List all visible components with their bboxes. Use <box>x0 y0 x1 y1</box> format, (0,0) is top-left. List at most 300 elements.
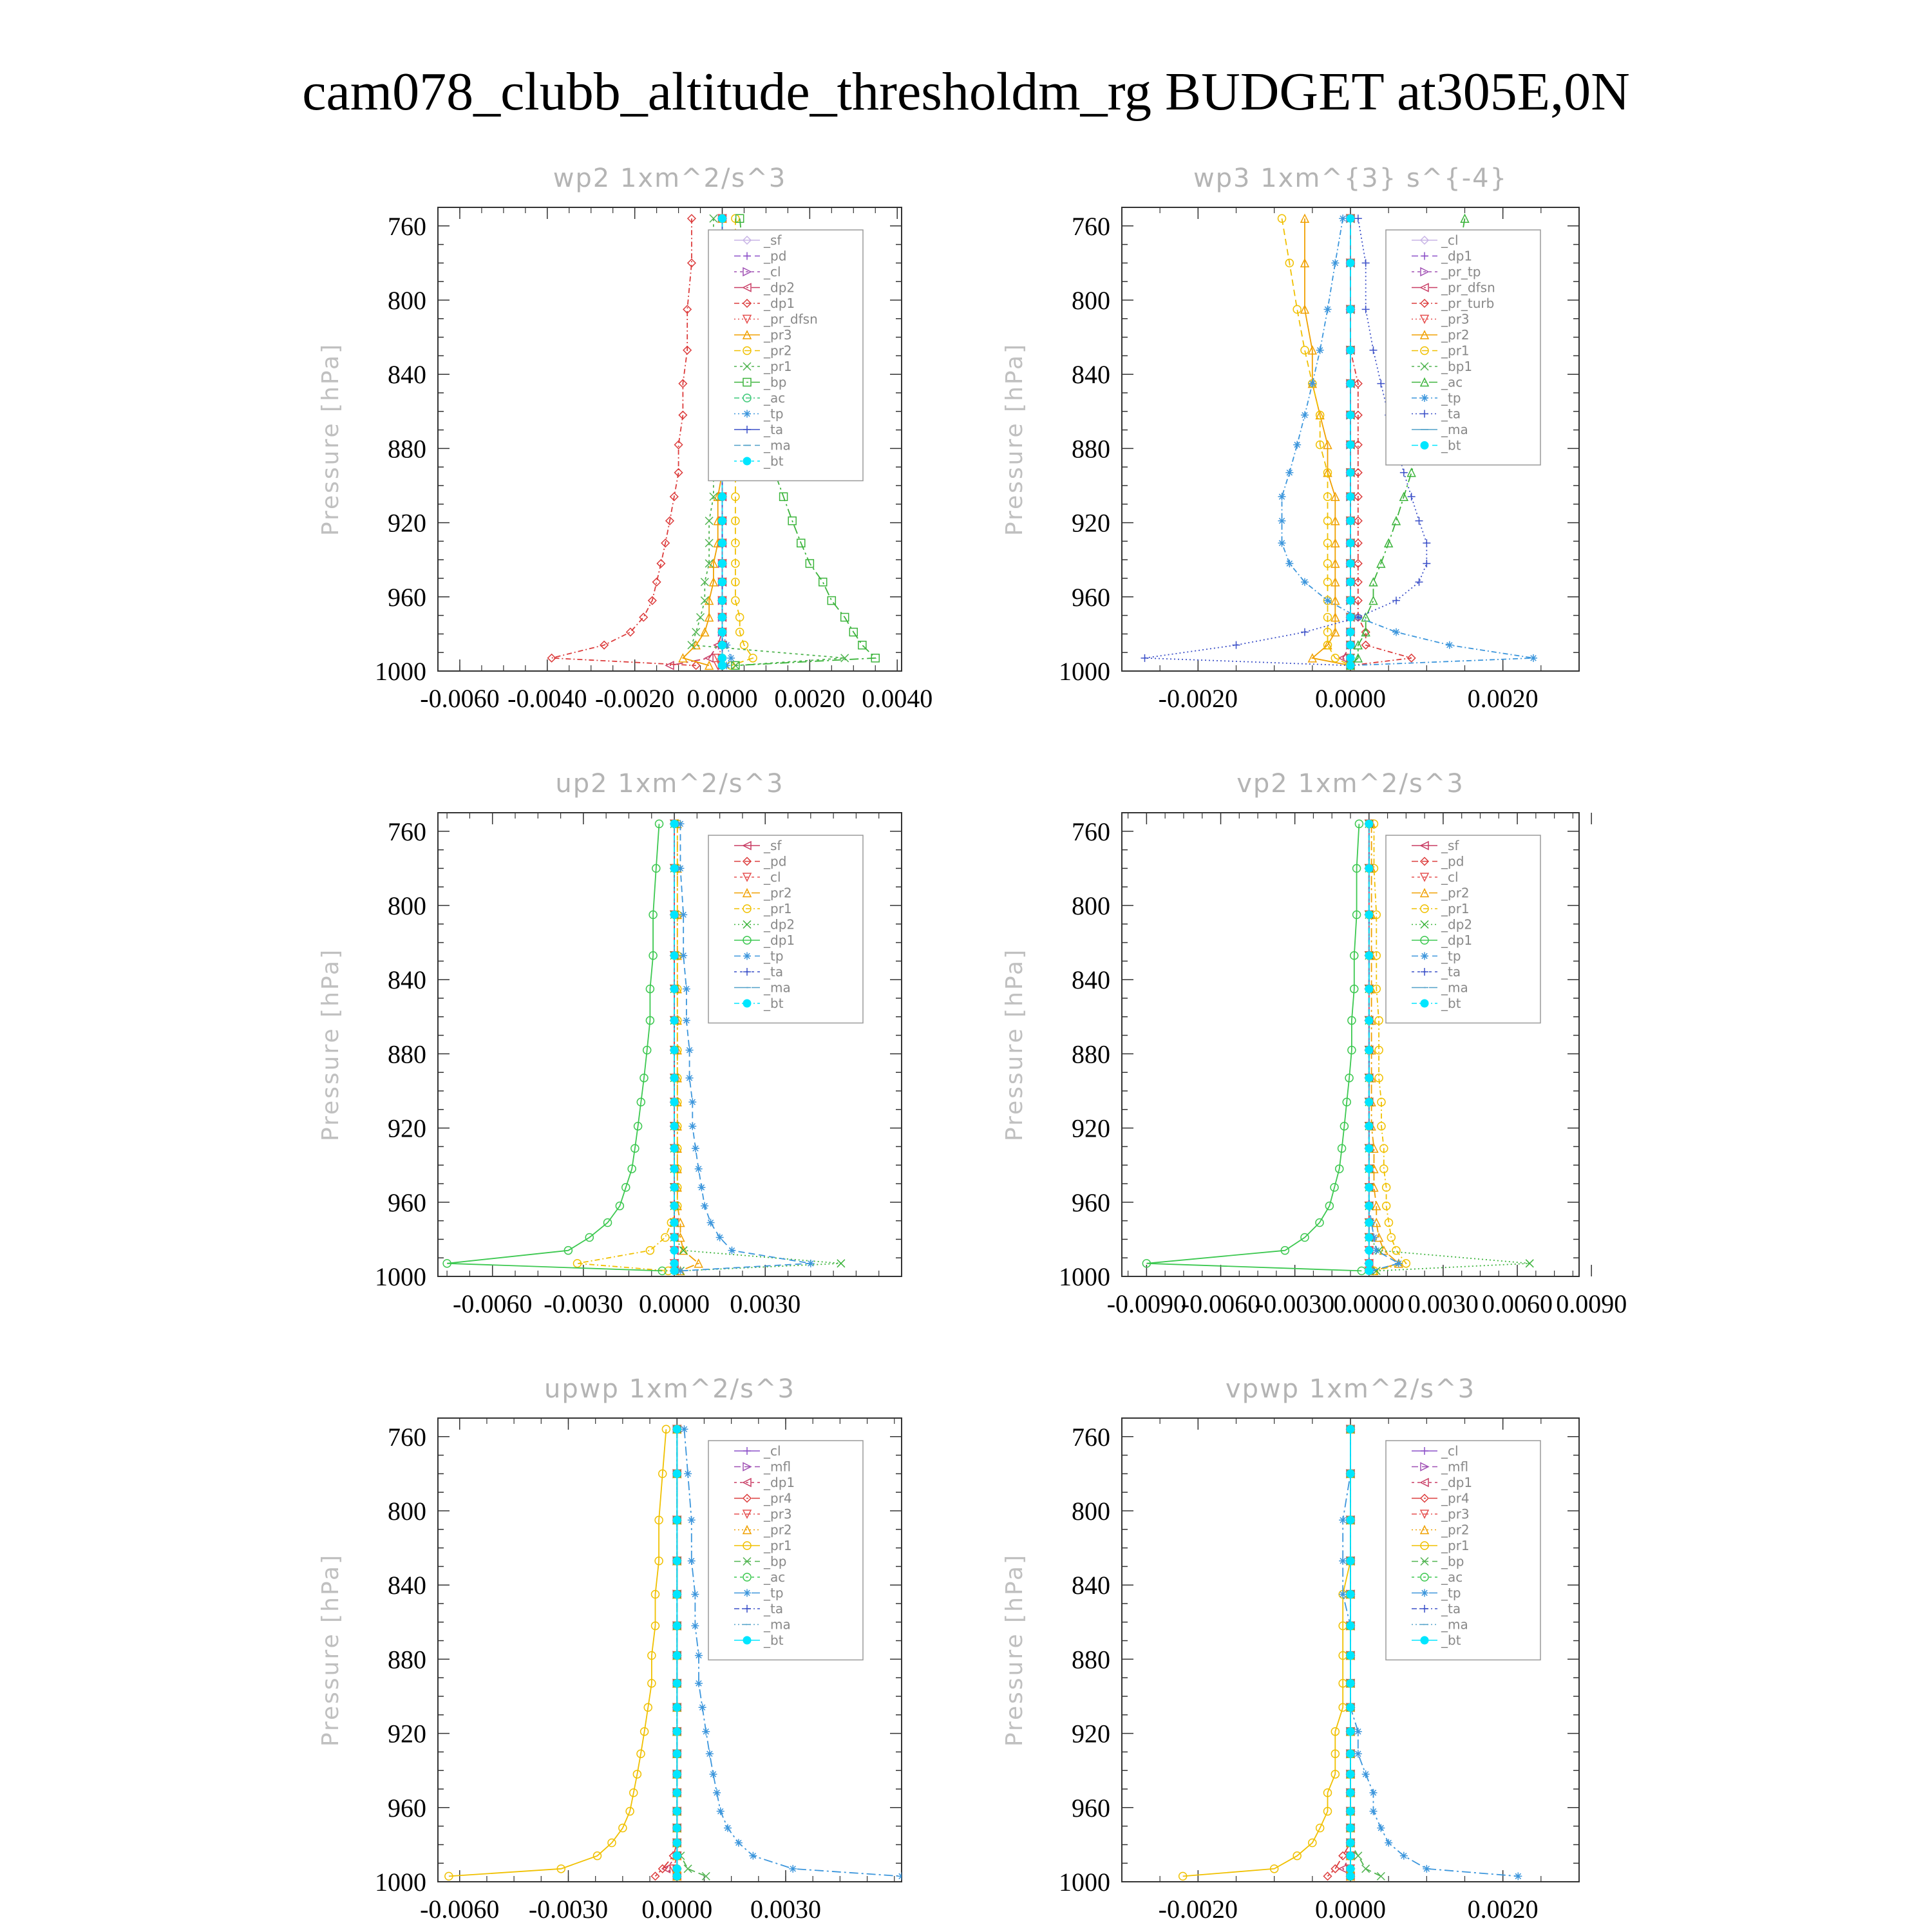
data-point <box>679 952 687 960</box>
legend-label: _ta <box>764 964 784 980</box>
data-point <box>819 578 827 586</box>
legend-label: _pr_turb <box>1441 296 1495 311</box>
data-point <box>1392 1247 1400 1255</box>
legend-label: _ma <box>1441 1616 1468 1633</box>
data-point <box>1423 539 1430 547</box>
data-point <box>710 1770 717 1778</box>
data-point <box>1347 1839 1354 1847</box>
series-line <box>578 824 677 1271</box>
data-point <box>1365 1046 1373 1054</box>
data-point <box>1347 412 1354 419</box>
data-point <box>681 1425 688 1433</box>
data-point <box>1347 1872 1354 1880</box>
data-point <box>692 629 700 636</box>
y-tick-label: 880 <box>388 434 426 464</box>
data-point <box>673 1770 681 1778</box>
y-tick-label: 840 <box>388 965 426 995</box>
data-point <box>1365 864 1373 872</box>
data-point <box>646 1247 654 1255</box>
y-tick-label: 920 <box>388 1113 426 1143</box>
x-tick-label: -0.0020 <box>1158 684 1238 713</box>
legend <box>708 1441 863 1660</box>
data-point <box>1347 1703 1354 1711</box>
y-tick-label: 800 <box>388 286 426 315</box>
data-point <box>1362 1865 1370 1873</box>
data-point <box>697 1184 705 1191</box>
legend-label: _sf <box>764 838 782 853</box>
legend-label: _tp <box>764 1585 784 1601</box>
data-point <box>1347 214 1354 222</box>
data-point <box>719 629 726 636</box>
y-tick-label: 760 <box>1072 211 1110 241</box>
legend-marker <box>1421 999 1428 1007</box>
y-tick-label: 920 <box>388 1719 426 1748</box>
legend-label: _bp <box>1441 1553 1464 1569</box>
y-tick-label: 840 <box>1072 1571 1110 1600</box>
y-axis-label: Pressure [hPa] <box>1001 947 1028 1142</box>
data-point <box>719 613 726 621</box>
panel-title: wp3 1xm^{3} s^{-4} <box>1193 164 1508 193</box>
data-point <box>670 1074 678 1082</box>
data-point <box>1339 214 1347 222</box>
panel-title: vpwp 1xm^2/s^3 <box>1225 1374 1476 1404</box>
series-pr1 <box>1278 214 1355 669</box>
data-point <box>686 1074 694 1082</box>
legend <box>1386 230 1540 465</box>
y-tick-label: 840 <box>388 1571 426 1600</box>
x-tick-label: -0.0020 <box>594 684 675 713</box>
data-point <box>1278 493 1286 500</box>
x-tick-label: 0.0030 <box>750 1895 821 1924</box>
y-tick-label: 1000 <box>375 657 426 686</box>
data-point <box>705 661 713 669</box>
legend-marker <box>1421 1589 1428 1597</box>
x-tick-label: 0.0000 <box>1315 1895 1386 1924</box>
data-point <box>1365 1267 1373 1274</box>
data-point <box>1354 214 1362 222</box>
data-point <box>670 1234 678 1242</box>
data-point <box>724 1824 732 1832</box>
data-point <box>1347 654 1354 662</box>
panel-5 <box>1001 1374 1579 1924</box>
data-point <box>1362 305 1370 313</box>
data-point <box>735 1839 743 1847</box>
figure-title: cam078_clubb_altitude_thresholdm_rg BUDGET at305E,0N <box>302 62 1630 122</box>
x-tick-label: 0.0030 <box>730 1289 801 1318</box>
panel-title: up2 1xm^2/s^3 <box>555 769 784 799</box>
data-point <box>670 1184 678 1191</box>
x-tick-label: -0.0030 <box>1255 1289 1335 1318</box>
data-point <box>692 1144 699 1152</box>
data-point <box>691 1591 699 1598</box>
panel-title: upwp 1xm^2/s^3 <box>544 1374 795 1404</box>
data-point <box>688 1557 696 1565</box>
data-point <box>1347 1622 1354 1630</box>
data-point <box>670 1017 678 1025</box>
data-point <box>1365 1098 1373 1106</box>
y-axis-label: Pressure [hPa] <box>1001 1553 1028 1747</box>
series-line <box>447 824 662 1271</box>
y-tick-label: 960 <box>388 1793 426 1823</box>
data-point <box>1365 1260 1373 1267</box>
data-point <box>1377 1872 1385 1880</box>
y-tick-label: 920 <box>1072 1719 1110 1748</box>
data-point <box>1365 1247 1373 1255</box>
x-tick-label: 0.0060 <box>1482 1289 1553 1318</box>
data-point <box>1446 641 1454 649</box>
panel-1 <box>1001 164 1579 713</box>
y-tick-label: 800 <box>388 1497 426 1526</box>
legend-label: _dp1 <box>1441 933 1473 948</box>
panel-title: vp2 1xm^2/s^3 <box>1236 769 1464 799</box>
x-tick-label: 0.0000 <box>639 1289 710 1318</box>
series-dp1 <box>548 214 700 669</box>
y-tick-label: 880 <box>1072 1039 1110 1069</box>
data-point <box>1370 597 1378 605</box>
data-point <box>673 1872 681 1880</box>
data-point <box>1354 1750 1362 1757</box>
data-point <box>1408 469 1416 477</box>
data-point <box>670 1260 678 1267</box>
y-tick-label: 1000 <box>1059 1262 1110 1291</box>
data-point <box>1347 1852 1354 1860</box>
data-point <box>688 1122 696 1130</box>
data-point <box>673 1839 681 1847</box>
data-point <box>1385 1839 1392 1847</box>
legend-label: _ta <box>1441 964 1461 980</box>
data-point <box>684 1470 692 1477</box>
data-point <box>1365 1144 1373 1152</box>
data-point <box>1347 1652 1354 1660</box>
data-point <box>1347 346 1354 354</box>
data-point <box>1400 1852 1408 1860</box>
data-point <box>1293 441 1301 449</box>
data-point <box>670 1098 678 1106</box>
y-tick-label: 960 <box>1072 1793 1110 1823</box>
data-point <box>670 1122 678 1130</box>
legend-label: _pr1 <box>1441 343 1470 359</box>
legend-marker <box>743 457 751 465</box>
data-point <box>789 1865 797 1873</box>
x-tick-label: -0.0030 <box>528 1895 609 1924</box>
data-point <box>1347 380 1354 388</box>
legend-label: _pr3 <box>764 327 792 343</box>
panel-0 <box>317 164 933 713</box>
data-point <box>699 1703 706 1711</box>
legend-label: _cl <box>1441 232 1459 248</box>
data-point <box>1365 985 1373 993</box>
data-point <box>719 214 726 222</box>
data-point <box>1301 578 1309 586</box>
data-point <box>673 1622 681 1630</box>
data-point <box>1141 654 1149 662</box>
data-point <box>679 1247 687 1255</box>
data-point <box>686 1046 694 1054</box>
data-point <box>719 493 726 500</box>
data-point <box>673 1703 681 1711</box>
legend-label: _mfl <box>764 1459 791 1475</box>
data-point <box>1347 259 1354 267</box>
data-point <box>695 1652 703 1660</box>
legend-label: _cl <box>1441 1443 1459 1459</box>
y-tick-label: 1000 <box>375 1262 426 1291</box>
legend-label: _bt <box>764 996 784 1011</box>
series-dp1 <box>443 820 666 1274</box>
y-tick-label: 880 <box>1072 434 1110 464</box>
legend-marker <box>1421 442 1428 450</box>
data-point <box>1365 1234 1373 1242</box>
legend-label: _pr3 <box>1441 311 1470 327</box>
x-tick-label: 0.0000 <box>641 1895 713 1924</box>
data-point <box>1278 517 1286 525</box>
y-axis-label: Pressure [hPa] <box>1001 342 1028 536</box>
x-tick-label: 0.0090 <box>1556 1289 1627 1318</box>
x-tick-label: -0.0060 <box>1180 1289 1261 1318</box>
x-tick-label: -0.0020 <box>1158 1895 1238 1924</box>
data-point <box>1347 560 1354 567</box>
data-point <box>1423 560 1430 567</box>
legend-label: _pr1 <box>764 901 792 916</box>
data-point <box>1347 597 1354 605</box>
data-point <box>670 820 678 828</box>
legend-marker <box>743 1636 751 1644</box>
data-point <box>673 1865 681 1873</box>
legend-label: _ma <box>764 1616 791 1633</box>
series-line <box>1183 1429 1350 1876</box>
panel-title: wp2 1xm^2/s^3 <box>553 164 787 193</box>
legend-label: _ac <box>1441 1569 1463 1585</box>
series-line <box>552 218 696 665</box>
data-point <box>1365 952 1373 960</box>
legend-label: _ta <box>1441 1601 1461 1616</box>
data-point <box>1530 654 1537 662</box>
data-point <box>707 1218 715 1226</box>
data-point <box>1324 597 1332 605</box>
series-line <box>1350 1429 1381 1876</box>
data-point <box>702 1872 710 1880</box>
data-point <box>679 911 687 918</box>
legend-label: _ac <box>1441 374 1463 390</box>
data-point <box>673 1425 681 1433</box>
legend-label: _ma <box>1441 980 1468 996</box>
y-tick-label: 840 <box>1072 965 1110 995</box>
data-point <box>1278 539 1286 547</box>
legend-label: _dp1 <box>764 933 795 948</box>
data-point <box>1233 641 1240 649</box>
y-tick-label: 800 <box>388 891 426 920</box>
legend-label: _pr3 <box>764 1506 792 1522</box>
panel-4 <box>317 1374 905 1924</box>
data-point <box>1365 1017 1373 1025</box>
data-point <box>673 1557 681 1565</box>
legend-label: _cl <box>764 264 781 279</box>
y-tick-label: 760 <box>1072 817 1110 846</box>
series-line <box>1146 824 1361 1271</box>
data-point <box>670 1165 678 1173</box>
legend-label: _pr_tp <box>1441 264 1481 279</box>
legend-label: _mfl <box>1441 1459 1469 1475</box>
x-tick-label: -0.0060 <box>420 1895 500 1924</box>
data-point <box>1365 1218 1373 1226</box>
y-tick-label: 1000 <box>1059 657 1110 686</box>
data-point <box>670 864 678 872</box>
legend-label: _cl <box>764 869 781 885</box>
data-point <box>670 911 678 918</box>
legend-label: _tp <box>764 406 784 422</box>
data-point <box>1347 1425 1354 1433</box>
data-point <box>1347 1680 1354 1687</box>
legend-label: _bt <box>764 1633 784 1648</box>
y-tick-label: 760 <box>388 817 426 846</box>
data-point <box>719 654 726 662</box>
legend-label: _bp1 <box>1441 359 1473 374</box>
data-point <box>1347 1557 1354 1565</box>
data-point <box>1347 613 1354 621</box>
legend-label: _pr_dfsn <box>764 311 818 327</box>
legend-label: _pd <box>764 853 787 869</box>
data-point <box>807 1260 815 1267</box>
legend-label: _ma <box>764 437 791 453</box>
data-point <box>706 1750 714 1757</box>
x-tick-label: -0.0040 <box>507 684 587 713</box>
data-point <box>688 1098 696 1106</box>
legend-label: _pr4 <box>1441 1490 1470 1506</box>
data-point <box>673 1824 681 1832</box>
data-point <box>684 1865 692 1873</box>
data-point <box>1408 493 1416 500</box>
legend-label: _pr2 <box>1441 885 1470 901</box>
series-bt <box>1347 214 1354 669</box>
y-tick-label: 880 <box>1072 1645 1110 1674</box>
legend-label: _pr3 <box>1441 1506 1470 1522</box>
legend-label: _ma <box>764 980 791 996</box>
data-point <box>1400 469 1408 477</box>
legend-label: _cl <box>764 1443 781 1459</box>
legend-label: _tp <box>1441 1585 1461 1601</box>
data-point <box>1347 1516 1354 1524</box>
data-point <box>1347 1770 1354 1778</box>
series-line <box>1145 218 1427 665</box>
data-point <box>673 1789 681 1797</box>
x-tick-label: 0.0030 <box>1407 1289 1479 1318</box>
data-point <box>1347 661 1354 669</box>
legend-label: _ac <box>764 1569 786 1585</box>
y-tick-label: 760 <box>388 1422 426 1452</box>
data-point <box>719 539 726 547</box>
data-point <box>683 1017 690 1025</box>
panel-3 <box>1001 769 1627 1318</box>
y-axis-label: Pressure [hPa] <box>317 947 344 1142</box>
legend-label: _dp2 <box>764 916 795 933</box>
data-point <box>661 1234 669 1242</box>
data-point <box>1377 380 1385 388</box>
data-point <box>695 1165 703 1173</box>
legend-label: _pr1 <box>764 359 792 374</box>
series-pr1 <box>573 820 681 1274</box>
data-point <box>1365 911 1373 918</box>
data-point <box>1285 469 1293 477</box>
y-tick-label: 960 <box>1072 582 1110 612</box>
data-point <box>697 613 705 621</box>
y-tick-label: 960 <box>1072 1188 1110 1217</box>
data-point <box>1316 346 1324 354</box>
legend-label: _pd <box>764 248 787 264</box>
legend-label: _ta <box>764 1601 784 1616</box>
data-point <box>1347 1591 1354 1598</box>
data-point <box>691 1622 699 1630</box>
data-point <box>701 1202 708 1210</box>
data-point <box>1377 1824 1385 1832</box>
legend-label: _tp <box>764 948 784 964</box>
y-tick-label: 760 <box>1072 1422 1110 1452</box>
legend-label: _dp2 <box>1441 916 1473 933</box>
legend-label: _pr1 <box>764 1538 792 1553</box>
data-point <box>670 952 678 960</box>
series-line <box>677 1429 706 1876</box>
x-tick-label: -0.0060 <box>453 1289 533 1318</box>
legend-label: _tp <box>1441 390 1461 406</box>
y-axis-label: Pressure [hPa] <box>317 1553 344 1747</box>
data-point <box>695 1680 703 1687</box>
legend-label: _tp <box>1441 948 1461 964</box>
panel-2 <box>317 769 902 1318</box>
data-point <box>1370 346 1378 354</box>
legend-label: _pr2 <box>764 343 792 359</box>
legend-label: _ma <box>1441 422 1468 437</box>
data-point <box>719 578 726 586</box>
series-bt <box>673 1425 681 1880</box>
y-axis-label: Pressure [hPa] <box>317 342 344 536</box>
legend-label: _pr1 <box>1441 901 1470 916</box>
y-tick-label: 880 <box>388 1039 426 1069</box>
x-tick-label: 0.0020 <box>1467 1895 1539 1924</box>
data-point <box>670 1144 678 1152</box>
data-point <box>1347 469 1354 477</box>
data-point <box>1370 1808 1378 1815</box>
data-point <box>670 1247 678 1255</box>
legend-label: _dp2 <box>764 279 795 296</box>
data-point <box>1365 1165 1373 1173</box>
data-point <box>670 1218 678 1226</box>
data-point <box>1365 1202 1373 1210</box>
legend-label: _sf <box>1441 838 1459 853</box>
legend-label: _bt <box>764 453 784 469</box>
data-point <box>683 985 690 993</box>
y-tick-label: 960 <box>388 1188 426 1217</box>
x-tick-label: -0.0030 <box>544 1289 623 1318</box>
legend-label: _bt <box>1441 996 1461 1011</box>
series-pr1 <box>1179 1425 1354 1880</box>
data-point <box>1347 441 1354 449</box>
data-point <box>1347 1824 1354 1832</box>
data-point <box>837 1260 845 1267</box>
data-point <box>688 1516 696 1524</box>
data-point <box>728 1247 735 1255</box>
data-point <box>719 517 726 525</box>
data-point <box>1347 305 1354 313</box>
data-point <box>717 1808 724 1815</box>
data-point <box>716 1234 724 1242</box>
data-point <box>1347 1728 1354 1736</box>
data-point <box>1347 641 1354 649</box>
data-point <box>727 654 735 662</box>
data-point <box>1339 1516 1347 1524</box>
x-tick-label: 0.0020 <box>774 684 846 713</box>
data-point <box>749 1852 757 1860</box>
data-point <box>1392 629 1400 636</box>
y-tick-label: 880 <box>388 1645 426 1674</box>
legend-label: _ta <box>1441 406 1461 422</box>
